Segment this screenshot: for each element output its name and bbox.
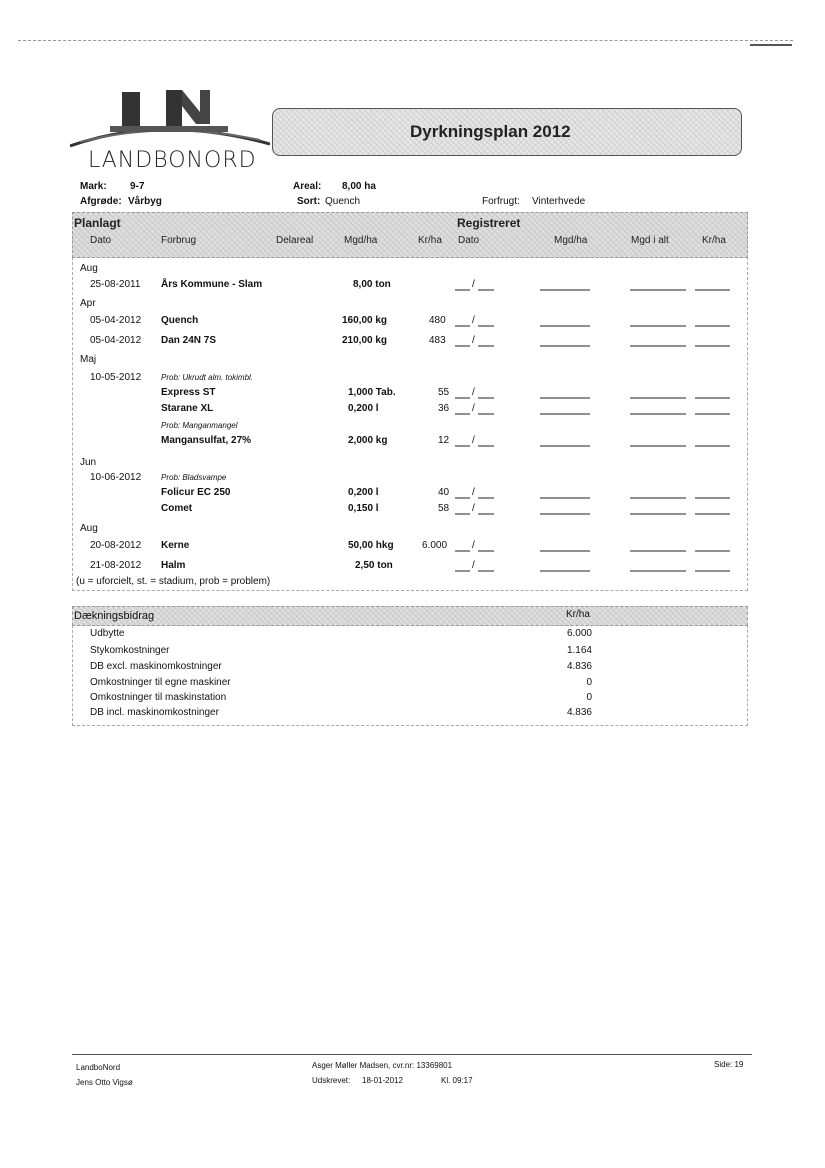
row-reg-date: / <box>472 560 475 571</box>
areal-label: Areal: <box>293 181 322 192</box>
month-maj: Maj <box>80 354 97 365</box>
db-row-label: DB incl. maskinomkostninger <box>90 707 219 718</box>
row-item: Mangansulfat, 27% <box>161 435 252 446</box>
row-reg-date: / <box>472 403 475 414</box>
row-item: Express ST <box>161 387 216 398</box>
row-item: Halm <box>161 560 186 571</box>
db-row-label: Stykomkostninger <box>90 645 170 656</box>
row-kr: 12 <box>438 435 450 446</box>
afgrode-label: Afgrøde: <box>80 196 122 207</box>
col-delareal: Delareal <box>276 235 314 246</box>
row-reg-date: / <box>472 279 475 290</box>
row-kr: 6.000 <box>422 540 448 551</box>
footer-owner: Asger Møller Madsen, cvr.nr: 13369801 <box>312 1061 453 1070</box>
col-forbrug: Forbrug <box>161 235 197 246</box>
row-mgd: 2,50 ton <box>355 560 393 571</box>
row-date: 05-04-2012 <box>90 315 142 326</box>
planlagt-heading: Planlagt <box>74 216 121 230</box>
problem-note: Prob: Ukrudt alm. tokimbl. <box>161 373 254 382</box>
row-item: Folicur EC 250 <box>161 487 231 498</box>
col-reg-dato: Dato <box>458 235 480 246</box>
problem-note: Prob: Bladsvampe <box>161 473 227 482</box>
sort-label: Sort: <box>297 196 321 207</box>
row-date: 10-05-2012 <box>90 372 142 383</box>
month-jun: Jun <box>80 457 97 468</box>
row-mgd: 2,000 kg <box>348 435 388 446</box>
row-kr: 55 <box>438 387 450 398</box>
footer-printed-label: Udskrevet: <box>312 1076 351 1085</box>
col-reg-mgd-ha: Mgd/ha <box>554 235 588 246</box>
db-header-bar <box>72 606 748 626</box>
row-mgd: 8,00 ton <box>353 279 391 290</box>
row-reg-date: / <box>472 487 475 498</box>
footer-rule <box>72 1054 752 1055</box>
footer-advisor: Jens Otto Vigsø <box>76 1078 133 1087</box>
db-row-value: 0 <box>586 677 592 688</box>
db-row-value: 1.164 <box>566 645 592 656</box>
row-reg-date: / <box>472 315 475 326</box>
footer-page-number: Side: 19 <box>714 1060 744 1069</box>
row-mgd: 1,000 Tab. <box>348 387 396 398</box>
forfrugt-label: Forfrugt: <box>482 196 520 207</box>
footer-printed-date: 18-01-2012 <box>362 1076 403 1085</box>
db-row-label: Omkostninger til maskinstation <box>90 692 227 703</box>
db-title: Dækningsbidrag <box>74 610 155 622</box>
col-mgd-ha: Mgd/ha <box>344 235 378 246</box>
page-title: Dyrkningsplan 2012 <box>410 122 571 141</box>
row-mgd: 210,00 kg <box>342 335 388 346</box>
footer-company: LandboNord <box>76 1063 121 1072</box>
row-item: Dan 24N 7S <box>161 335 217 346</box>
row-item: Comet <box>161 503 193 514</box>
forfrugt-value: Vinterhvede <box>532 196 586 207</box>
row-reg-date: / <box>472 335 475 346</box>
mark-label: Mark: <box>80 181 107 192</box>
row-date: 21-08-2012 <box>90 560 142 571</box>
month-apr: Apr <box>80 298 96 309</box>
row-kr: 40 <box>438 487 450 498</box>
row-item: Års Kommune - Slam <box>161 279 263 290</box>
row-reg-date: / <box>472 387 475 398</box>
legend-text: (u = uforcielt, st. = stadium, prob = problem) <box>76 576 271 587</box>
row-kr: 480 <box>429 315 446 326</box>
row-reg-date: / <box>472 435 475 446</box>
db-col-header: Kr/ha <box>566 609 590 620</box>
col-reg-kr-ha: Kr/ha <box>702 235 726 246</box>
problem-note: Prob: Manganmangel <box>161 421 238 430</box>
areal-value: 8,00 ha <box>342 181 376 192</box>
row-mgd: 0,150 l <box>348 503 379 514</box>
col-dato: Dato <box>90 235 112 246</box>
db-row-value: 6.000 <box>566 628 592 639</box>
afgrode-value: Vårbyg <box>128 196 162 207</box>
db-row-label: DB excl. maskinomkostninger <box>90 661 222 672</box>
mark-value: 9-7 <box>130 181 145 192</box>
row-kr: 483 <box>429 335 446 346</box>
col-reg-mgd-i-alt: Mgd i alt <box>631 235 669 246</box>
row-kr: 36 <box>438 403 450 414</box>
row-kr: 58 <box>438 503 450 514</box>
db-row-value: 0 <box>586 692 592 703</box>
footer-printed-time: Kl. 09:17 <box>441 1076 473 1085</box>
row-date: 05-04-2012 <box>90 335 142 346</box>
row-item: Starane XL <box>161 403 214 414</box>
row-mgd: 0,200 l <box>348 487 379 498</box>
db-row-label: Omkostninger til egne maskiner <box>90 677 231 688</box>
row-reg-date: / <box>472 540 475 551</box>
row-date: 25-08-2011 <box>90 279 141 290</box>
row-mgd: 0,200 l <box>348 403 379 414</box>
sort-value: Quench <box>325 196 361 207</box>
db-row-value: 4.836 <box>566 661 592 672</box>
row-item: Kerne <box>161 540 190 551</box>
db-row-label: Udbytte <box>90 628 125 639</box>
registreret-heading: Registreret <box>457 216 521 230</box>
db-row-value: 4.836 <box>566 707 592 718</box>
month-aug-2011: Aug <box>80 263 98 274</box>
row-mgd: 160,00 kg <box>342 315 388 326</box>
row-date: 10-06-2012 <box>90 472 142 483</box>
row-reg-date: / <box>472 503 475 514</box>
col-kr-ha: Kr/ha <box>418 235 442 246</box>
row-mgd: 50,00 hkg <box>348 540 394 551</box>
row-date: 20-08-2012 <box>90 540 142 551</box>
row-item: Quench <box>161 315 199 326</box>
logo-text: LANDBONORD <box>88 148 257 173</box>
month-aug-2012: Aug <box>80 523 98 534</box>
